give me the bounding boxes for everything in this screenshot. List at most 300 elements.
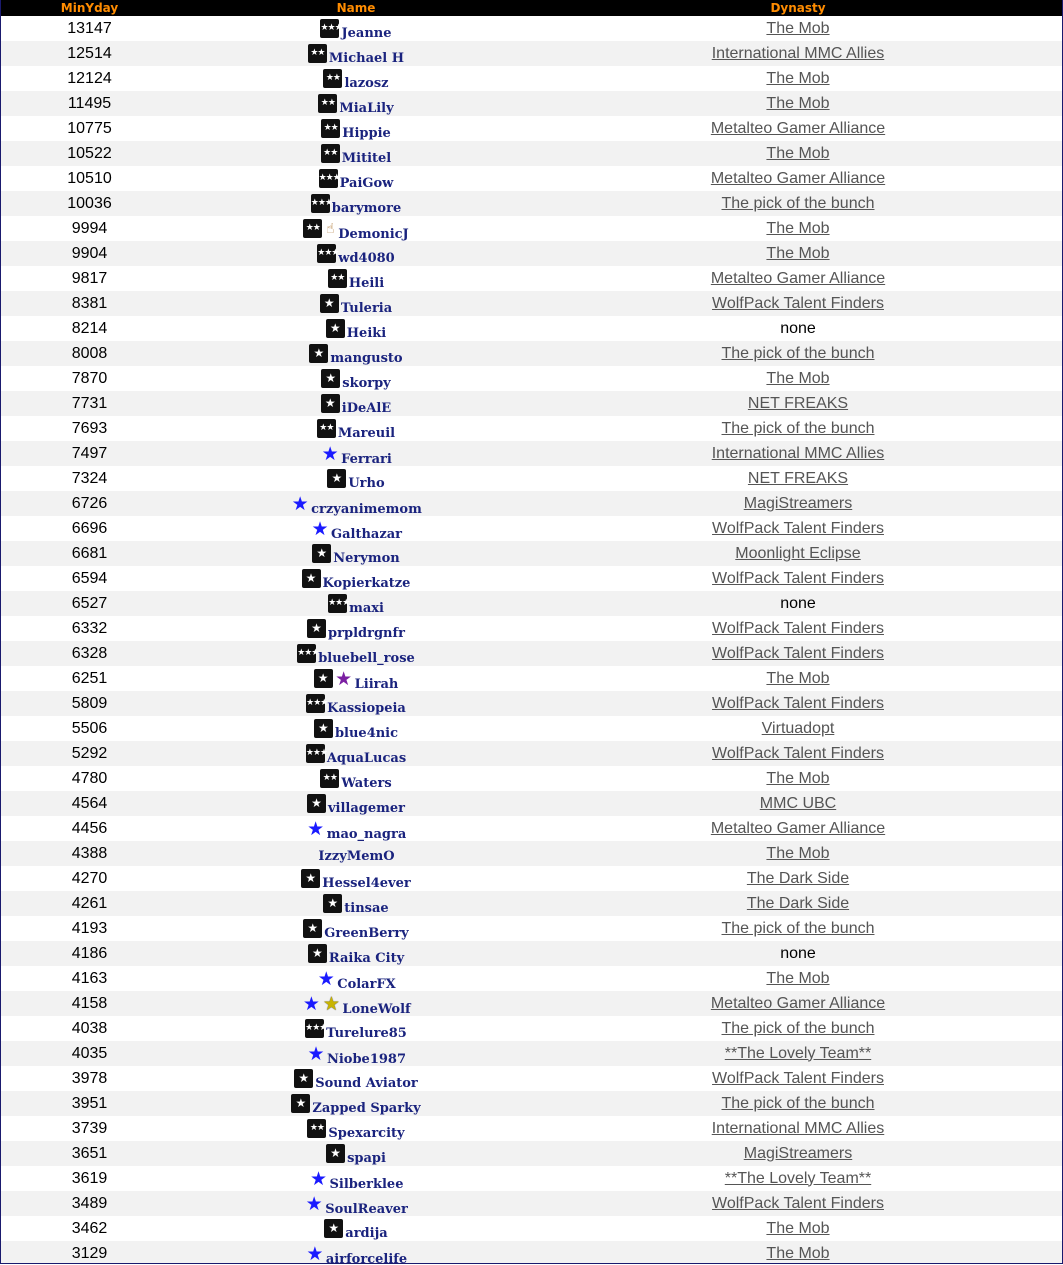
dynasty-cell: [534, 216, 1062, 241]
player-name-link[interactable]: crzyanimemom: [311, 501, 422, 516]
table-row: [1, 516, 1062, 541]
minyday-value: 3978: [71, 1069, 108, 1087]
star-badge-icon: ★: [301, 869, 320, 888]
player-name-link[interactable]: DemonicJ: [338, 226, 409, 241]
table-row: [1, 1016, 1062, 1041]
player-cell: [178, 791, 534, 816]
table-row: [1, 166, 1062, 191]
player-cell: [178, 541, 534, 566]
minyday-value: 5809: [71, 694, 108, 712]
dynasty-link[interactable]: WolfPack Talent Finders: [712, 569, 884, 587]
minyday-value: 13147: [67, 19, 112, 37]
hand-icon: ☝: [326, 220, 335, 237]
player-cell: [178, 1041, 534, 1066]
star-badge-icon: ★: [312, 544, 331, 563]
player-badges: [308, 944, 328, 963]
player-badges: [297, 644, 317, 663]
double-star-badge-icon: ★★: [308, 44, 327, 63]
minyday-value: 9817: [71, 269, 108, 287]
player-name-link[interactable]: spapi: [347, 1151, 386, 1166]
player-name-link[interactable]: mangusto: [330, 351, 403, 366]
dynasty-cell: [534, 41, 1062, 66]
star-badge-icon: ★: [308, 944, 327, 963]
player-name-link[interactable]: maxi: [349, 601, 384, 616]
player-badges: [306, 744, 326, 763]
dynasty-cell: [534, 941, 1062, 966]
dynasty-link[interactable]: MagiStreamers: [743, 494, 853, 512]
minyday-value: 4163: [71, 969, 108, 987]
dynasty-cell: [534, 516, 1062, 541]
minyday-column-header[interactable]: MinYday: [60, 1, 119, 15]
dynasty-cell: [534, 416, 1062, 441]
player-name-link[interactable]: villagemer: [327, 801, 406, 816]
player-name-link[interactable]: Galthazar: [331, 526, 402, 541]
blue-star-icon: ★: [306, 1242, 324, 1264]
player-cell: [178, 641, 534, 666]
blue-star-icon: ★: [309, 1167, 328, 1190]
player-badges: [316, 969, 336, 989]
player-badges: [291, 1094, 311, 1113]
player-name-link[interactable]: Mititel: [341, 151, 392, 166]
table-row: [1, 616, 1062, 641]
dynasty-link[interactable]: The pick of the bunch: [721, 344, 875, 362]
table-row: [1, 466, 1062, 491]
dynasty-link[interactable]: WolfPack Talent Finders: [712, 294, 884, 312]
double-star-badge-icon: ★★: [323, 69, 342, 88]
minyday-value: 10036: [67, 194, 112, 212]
player-name-link[interactable]: Sound Aviator: [315, 1076, 418, 1091]
dynasty-link[interactable]: The Mob: [766, 844, 830, 862]
dynasty-link[interactable]: The Mob: [766, 19, 830, 37]
table-row: [1, 441, 1062, 466]
table-row: [1, 1191, 1062, 1216]
player-badges: [305, 1019, 325, 1038]
player-badges: [305, 1244, 325, 1264]
table-row: [1, 741, 1062, 766]
blue-star-icon: ★: [291, 492, 309, 515]
player-badges: [304, 1194, 324, 1214]
dynasty-cell: [534, 991, 1062, 1016]
dynasty-link[interactable]: The Mob: [766, 219, 830, 237]
yellow-star-icon: ★: [322, 992, 340, 1015]
dynasty-cell: [534, 291, 1062, 316]
star-badge-icon: ★: [303, 919, 322, 938]
dynasty-link[interactable]: WolfPack Talent Finders: [712, 519, 884, 537]
player-name-link[interactable]: Kassiopeia: [327, 701, 406, 716]
minyday-value: 3619: [71, 1169, 108, 1187]
player-badges: [320, 294, 340, 313]
star-badge-icon: ★: [291, 1094, 310, 1113]
player-name-link[interactable]: Silberklee: [329, 1176, 404, 1191]
minyday-value: 4193: [71, 919, 108, 937]
table-row: [1, 291, 1062, 316]
dynasty-link[interactable]: The Mob: [766, 1219, 830, 1237]
dynasty-none-text: none: [780, 594, 816, 612]
player-name-link[interactable]: iDeAlE: [341, 401, 392, 416]
minyday-value: 10510: [67, 169, 112, 187]
dynasty-link[interactable]: MMC UBC: [759, 794, 837, 812]
player-badges: [326, 1144, 346, 1163]
table-row: [1, 216, 1062, 241]
dynasty-link[interactable]: The Dark Side: [746, 894, 850, 912]
dynasty-cell: [534, 241, 1062, 266]
table-row: [1, 1091, 1062, 1116]
dynasty-cell: [534, 1066, 1062, 1091]
player-cell: [178, 1066, 534, 1091]
dynasty-cell: [534, 1166, 1062, 1191]
dynasty-cell: [534, 841, 1062, 866]
name-column-header[interactable]: Name: [336, 1, 376, 15]
minyday-value: 9904: [71, 244, 108, 262]
minyday-value: 4038: [71, 1019, 108, 1037]
dynasty-link[interactable]: NET FREAKS: [747, 394, 849, 412]
blue-star-icon: ★: [311, 517, 329, 540]
dynasty-link[interactable]: The Mob: [766, 69, 830, 87]
minyday-value: 3129: [71, 1244, 108, 1262]
player-badges: [326, 319, 346, 338]
triple-star-badge-icon: ★★★: [297, 644, 316, 663]
star-badge-icon: ★: [294, 1069, 313, 1088]
player-badges: [328, 269, 348, 288]
star-badge-icon: ★: [309, 344, 328, 363]
minyday-value: 6696: [71, 519, 108, 537]
minyday-value: 6594: [71, 569, 108, 587]
dynasty-cell: [534, 466, 1062, 491]
player-name-link[interactable]: Kopierkatze: [322, 576, 411, 591]
player-name-link[interactable]: PaiGow: [339, 176, 394, 191]
table-row: [1, 41, 1062, 66]
dynasty-link[interactable]: Metalteo Gamer Alliance: [710, 119, 886, 137]
dynasty-link[interactable]: Moonlight Eclipse: [735, 544, 861, 562]
minyday-value: 3739: [71, 1119, 108, 1137]
dynasty-link[interactable]: WolfPack Talent Finders: [712, 744, 884, 762]
player-cell: [178, 16, 534, 41]
table-row: [1, 16, 1062, 41]
player-name-link[interactable]: Tuleria: [340, 301, 393, 316]
dynasty-link[interactable]: WolfPack Talent Finders: [712, 1069, 884, 1087]
double-star-badge-icon: ★★: [307, 1119, 326, 1138]
player-name-link[interactable]: SoulReaver: [325, 1201, 408, 1216]
player-badges: [301, 869, 321, 888]
dynasty-link[interactable]: International MMC Allies: [711, 444, 885, 462]
player-badges: [307, 619, 327, 638]
star-badge-icon: ★: [327, 469, 346, 488]
player-cell: [178, 1191, 534, 1216]
player-name-link[interactable]: LoneWolf: [342, 1001, 411, 1016]
player-name-link[interactable]: Mareuil: [337, 426, 396, 441]
player-name-link[interactable]: ColarFX: [337, 976, 396, 991]
player-cell: [178, 666, 534, 691]
dynasty-link[interactable]: International MMC Allies: [711, 44, 885, 62]
player-cell: [178, 1216, 534, 1241]
player-name-link[interactable]: GreenBerry: [324, 926, 409, 941]
minyday-value: 8008: [71, 344, 108, 362]
table-row: [1, 416, 1062, 441]
player-cell: [178, 241, 534, 266]
dynasty-cell: [534, 66, 1062, 91]
player-cell: [178, 141, 534, 166]
table-row: [1, 1216, 1062, 1241]
player-badges: [320, 769, 340, 788]
dynasty-link[interactable]: WolfPack Talent Finders: [712, 644, 884, 662]
dynasty-cell: [534, 816, 1062, 841]
player-name-link[interactable]: Jeanne: [341, 26, 392, 41]
player-cell: [178, 366, 534, 391]
player-name-link[interactable]: Niobe1987: [326, 1051, 407, 1066]
blue-star-icon: ★: [321, 442, 339, 465]
table-row: [1, 891, 1062, 916]
player-badges: [321, 144, 341, 163]
minyday-value: 9994: [71, 219, 108, 237]
player-name-link[interactable]: Waters: [341, 776, 392, 791]
player-name-link[interactable]: Ferrari: [341, 451, 392, 466]
dynasty-cell: [534, 1141, 1062, 1166]
table-row: [1, 666, 1062, 691]
player-name-link[interactable]: mao_nagra: [326, 826, 407, 841]
player-name-link[interactable]: Raika City: [328, 951, 405, 966]
player-badges: [309, 344, 329, 363]
player-name-link[interactable]: skorpy: [342, 376, 391, 391]
player-badges: [309, 1169, 329, 1189]
triple-star-badge-icon: ★★★: [320, 19, 339, 38]
table-row: [1, 941, 1062, 966]
player-badges: [312, 544, 332, 563]
dynasty-cell: [534, 766, 1062, 791]
player-name-link[interactable]: Heiki: [346, 326, 387, 341]
dynasty-link[interactable]: WolfPack Talent Finders: [712, 694, 884, 712]
table-row: [1, 1166, 1062, 1191]
double-star-badge-icon: ★★: [328, 269, 347, 288]
table-row: [1, 791, 1062, 816]
triple-star-badge-icon: ★★★: [305, 1019, 324, 1038]
minyday-value: 7693: [71, 419, 108, 437]
player-cell: [178, 941, 534, 966]
dynasty-cell: [534, 1216, 1062, 1241]
player-name-link[interactable]: blue4nic: [334, 726, 399, 741]
player-name-link[interactable]: lazosz: [344, 76, 389, 91]
player-badges: [323, 69, 343, 88]
dynasty-cell: [534, 591, 1062, 616]
dynasty-link[interactable]: Virtuadopt: [761, 719, 835, 737]
dynasty-link[interactable]: The Mob: [766, 369, 830, 387]
player-name-link[interactable]: wd4080: [338, 251, 395, 266]
player-cell: [178, 316, 534, 341]
player-badges: [303, 219, 337, 239]
double-star-badge-icon: ★★: [318, 94, 337, 113]
player-name-link[interactable]: Urho: [348, 476, 385, 491]
player-cell: [178, 166, 534, 191]
dynasty-link[interactable]: The Mob: [766, 94, 830, 112]
player-name-link[interactable]: Spexarcity: [328, 1126, 405, 1141]
triple-star-badge-icon: ★★★: [311, 194, 330, 213]
table-row: [1, 816, 1062, 841]
dynasty-column-header[interactable]: Dynasty: [770, 1, 826, 15]
player-badges: [307, 794, 327, 813]
dynasty-cell: [534, 916, 1062, 941]
dynasty-link[interactable]: The Mob: [766, 244, 830, 262]
player-name-link[interactable]: airforcelife: [325, 1251, 408, 1264]
double-star-badge-icon: ★★: [320, 769, 339, 788]
player-badges: [314, 669, 354, 689]
player-name-link[interactable]: Turelure85: [326, 1026, 407, 1041]
player-cell: [178, 466, 534, 491]
minyday-value: 10775: [67, 119, 112, 137]
minyday-value: 3651: [71, 1144, 108, 1162]
player-badges: [323, 894, 343, 913]
player-name-link[interactable]: tinsae: [344, 901, 389, 916]
table-row: [1, 116, 1062, 141]
dynasty-cell: [534, 391, 1062, 416]
minyday-value: 3489: [71, 1194, 108, 1212]
minyday-value: 6332: [71, 619, 108, 637]
triple-star-badge-icon: ★★★: [328, 594, 347, 613]
player-badges: [294, 1069, 314, 1088]
player-name-link[interactable]: AquaLucas: [326, 751, 407, 766]
minyday-value: 4270: [71, 869, 108, 887]
player-name-link[interactable]: Zapped Sparky: [312, 1101, 421, 1116]
dynasty-link[interactable]: The pick of the bunch: [721, 194, 875, 212]
dynasty-cell: [534, 491, 1062, 516]
dynasty-link[interactable]: The Dark Side: [746, 869, 850, 887]
player-name-link[interactable]: Liirah: [354, 676, 399, 691]
dynasty-link[interactable]: The pick of the bunch: [721, 919, 875, 937]
dynasty-cell: [534, 966, 1062, 991]
dynasty-link[interactable]: The Mob: [766, 669, 830, 687]
table-header: [1, 0, 1062, 16]
player-badges: [308, 44, 328, 63]
table-row: [1, 866, 1062, 891]
player-name-link[interactable]: Heili: [348, 276, 385, 291]
player-badges: [317, 419, 337, 438]
dynasty-cell: [534, 1091, 1062, 1116]
star-badge-icon: ★: [307, 619, 326, 638]
player-cell: [178, 266, 534, 291]
dynasty-cell: [534, 1041, 1062, 1066]
table-row: [1, 1141, 1062, 1166]
player-name-link[interactable]: MiaLily: [339, 101, 394, 116]
table-row: [1, 541, 1062, 566]
dynasty-cell: [534, 191, 1062, 216]
dynasty-link[interactable]: **The Lovely Team**: [724, 1044, 872, 1062]
dynasty-link[interactable]: MagiStreamers: [743, 1144, 853, 1162]
player-cell: [178, 116, 534, 141]
table-row: [1, 641, 1062, 666]
player-cell: [178, 966, 534, 991]
dynasty-cell: [534, 341, 1062, 366]
player-badges: [314, 719, 334, 738]
player-name-link[interactable]: ardija: [345, 1226, 388, 1241]
player-name-link[interactable]: IzzyMemO: [318, 849, 395, 864]
blue-star-icon: ★: [307, 817, 325, 840]
dynasty-link[interactable]: Metalteo Gamer Alliance: [710, 994, 886, 1012]
dynasty-link[interactable]: **The Lovely Team**: [724, 1169, 872, 1187]
player-name-link[interactable]: barymore: [331, 201, 402, 216]
blue-star-icon: ★: [302, 992, 320, 1015]
dynasty-cell: [534, 266, 1062, 291]
star-badge-icon: ★: [323, 894, 342, 913]
player-badges: [302, 569, 322, 588]
double-star-badge-icon: ★★: [317, 419, 336, 438]
player-name-link[interactable]: Nerymon: [333, 551, 400, 566]
player-name-link[interactable]: prpldrgnfr: [328, 626, 405, 641]
dynasty-cell: [534, 691, 1062, 716]
player-name-link[interactable]: bluebell_rose: [318, 651, 415, 666]
player-cell: [178, 41, 534, 66]
minyday-value: 4456: [71, 819, 108, 837]
table-row: [1, 141, 1062, 166]
minyday-value: 6681: [71, 544, 108, 562]
player-name-link[interactable]: Michael H: [328, 51, 405, 66]
player-badges: [327, 469, 347, 488]
player-cell: [178, 291, 534, 316]
dynasty-link[interactable]: The pick of the bunch: [721, 1019, 875, 1037]
double-star-badge-icon: ★★: [303, 219, 322, 238]
dynasty-link[interactable]: Metalteo Gamer Alliance: [710, 269, 886, 287]
star-badge-icon: ★: [324, 1219, 343, 1238]
dynasty-link[interactable]: The Mob: [766, 1244, 830, 1262]
table-row: [1, 1241, 1062, 1264]
player-badges: [306, 694, 326, 713]
star-badge-icon: ★: [321, 369, 340, 388]
player-badges: [303, 919, 323, 938]
star-badge-icon: ★: [321, 394, 340, 413]
dynasty-link[interactable]: The Mob: [766, 144, 830, 162]
dynasty-link[interactable]: The Mob: [766, 969, 830, 987]
dynasty-link[interactable]: The pick of the bunch: [721, 419, 875, 437]
player-cell: [178, 391, 534, 416]
dynasty-cell: [534, 316, 1062, 341]
table-row: [1, 566, 1062, 591]
dynasty-cell: [534, 666, 1062, 691]
player-cell: [178, 491, 534, 516]
dynasty-cell: [534, 866, 1062, 891]
dynasty-cell: [534, 716, 1062, 741]
player-cell: [178, 741, 534, 766]
dynasty-link[interactable]: Metalteo Gamer Alliance: [710, 169, 886, 187]
player-cell: [178, 91, 534, 116]
minyday-value: 4388: [71, 844, 108, 862]
dynasty-link[interactable]: WolfPack Talent Finders: [712, 1194, 884, 1212]
dynasty-cell: [534, 91, 1062, 116]
player-badges: [320, 444, 340, 464]
blue-star-icon: ★: [317, 967, 335, 990]
player-badges: [328, 594, 348, 613]
dynasty-link[interactable]: The pick of the bunch: [721, 1094, 875, 1112]
dynasty-link[interactable]: International MMC Allies: [711, 1119, 885, 1137]
dynasty-none-text: none: [780, 944, 816, 962]
dynasty-none-text: none: [780, 319, 816, 337]
player-badges: [310, 519, 330, 539]
dynasty-cell: [534, 1191, 1062, 1216]
dynasty-link[interactable]: NET FREAKS: [747, 469, 849, 487]
dynasty-link[interactable]: WolfPack Talent Finders: [712, 619, 884, 637]
minyday-value: 11495: [67, 94, 112, 112]
dynasty-link[interactable]: The Mob: [766, 769, 830, 787]
star-badge-icon: ★: [326, 1144, 345, 1163]
minyday-value: 4780: [71, 769, 108, 787]
table-row: [1, 191, 1062, 216]
minyday-value: 5506: [71, 719, 108, 737]
dynasty-link[interactable]: Metalteo Gamer Alliance: [710, 819, 886, 837]
player-name-link[interactable]: Hessel4ever: [322, 876, 411, 891]
player-cell: [178, 1166, 534, 1191]
triple-star-badge-icon: ★★★: [319, 169, 338, 188]
player-name-link[interactable]: Hippie: [342, 126, 391, 141]
dynasty-cell: [534, 16, 1062, 41]
player-badges: [324, 1219, 344, 1238]
table-row: [1, 266, 1062, 291]
triple-star-badge-icon: ★★★: [306, 744, 325, 763]
